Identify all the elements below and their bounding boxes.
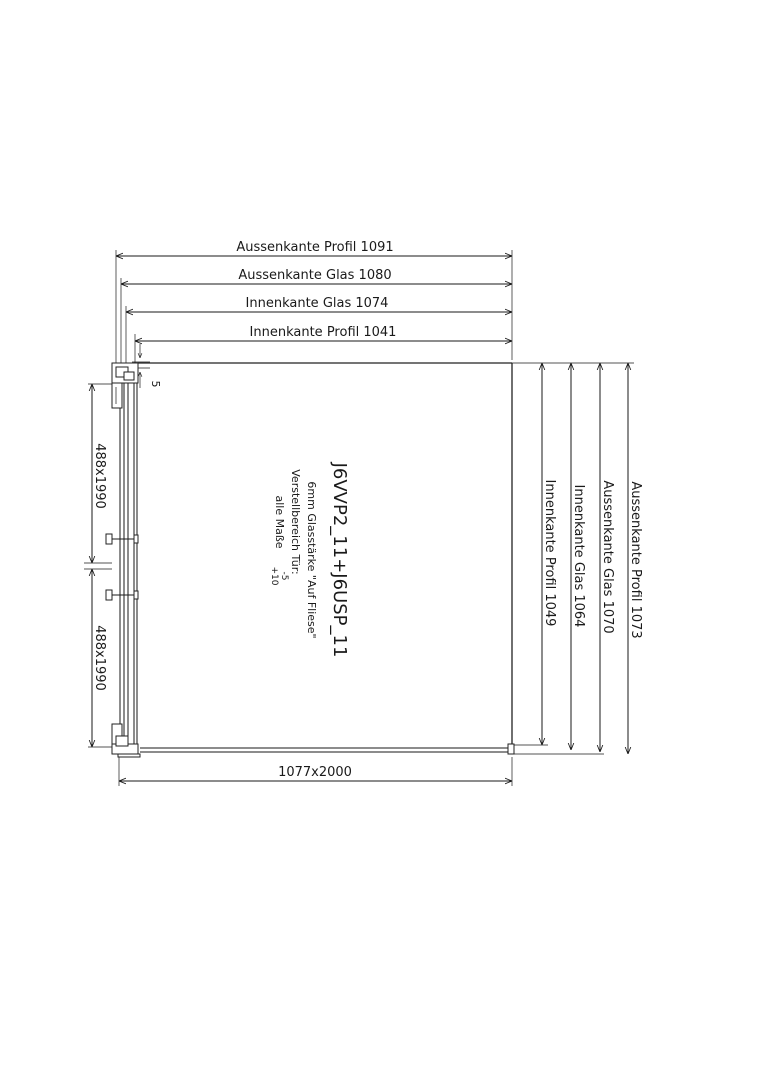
top-dimensions <box>116 240 512 388</box>
left-dimensions <box>84 384 112 747</box>
model-label: J6VVP2_11+J6USP_11 <box>329 462 350 658</box>
dim-label-right-innenkante-profil: Innenkante Profil 1049 <box>542 479 557 627</box>
dim-label-door-upper: 488x1990 <box>92 443 107 509</box>
dim-label-aussenkante-profil: Aussenkante Profil 1091 <box>236 240 394 255</box>
dim-label-right-innenkante-glas: Innenkante Glas 1064 <box>571 484 586 628</box>
dim-label-bottom: 1077x2000 <box>278 765 352 780</box>
right-dimensions <box>512 363 643 754</box>
handle-upper <box>106 534 138 544</box>
dim-label-innenkante-glas: Innenkante Glas 1074 <box>245 296 389 311</box>
dim-label-innenkante-profil: Innenkante Profil 1041 <box>249 325 397 340</box>
dim-label-offset: 5 <box>149 380 162 388</box>
adjustment-label: Verstellbereich Tür: <box>289 469 302 575</box>
glass-label: 6mm Glasstärke "Auf Fliese" <box>305 481 318 639</box>
handle-lower <box>106 590 138 600</box>
bottom-dimension <box>119 757 512 786</box>
tolerance-plus: +10 <box>269 566 279 586</box>
tolerance-minus: -5 <box>279 571 289 581</box>
center-annotation <box>269 462 350 658</box>
dim-label-right-aussenkante-profil: Aussenkante Profil 1073 <box>628 481 643 639</box>
shower-enclosure <box>106 363 604 757</box>
dim-label-door-lower: 488x1990 <box>92 625 107 691</box>
dim-label-right-aussenkante-glas: Aussenkante Glas 1070 <box>600 480 615 634</box>
bottom-right-profile <box>508 744 514 754</box>
dim-label-aussenkante-glas: Aussenkante Glas 1080 <box>238 268 392 283</box>
all-dims-label: alle Maße <box>273 495 286 549</box>
